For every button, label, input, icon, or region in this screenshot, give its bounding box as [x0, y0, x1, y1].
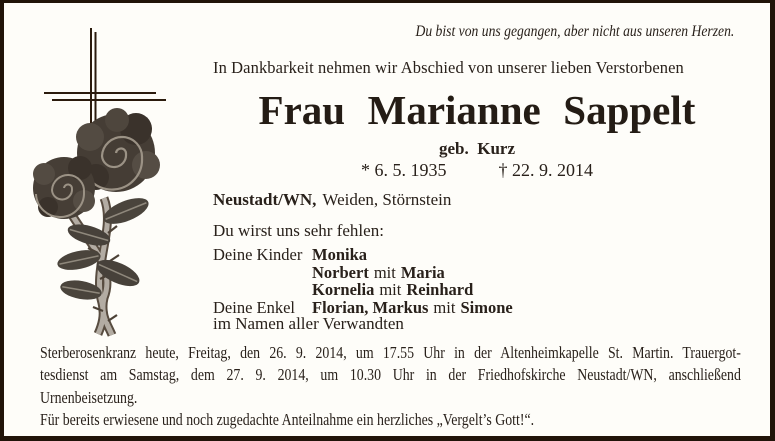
- places-line: [213, 190, 451, 210]
- family-connector: mit: [379, 280, 402, 299]
- closing-line: tesdienst am Samstag, dem 27. 9. 2014, um 10.30 Uhr in der Friedhofskirche Neustadt/WN, anschließend: [40, 365, 741, 385]
- family-name: Norbert: [312, 262, 369, 282]
- family-row-label: [213, 264, 312, 282]
- family-connector: mit: [373, 262, 396, 282]
- place-primary: Neustadt/WN,: [213, 190, 317, 209]
- family-row: [213, 246, 513, 264]
- closing-line: Für bereits erwiesene und noch zugedachte Anteilnahme ein herzliches „Vergelt’s Gott!“.: [40, 410, 535, 430]
- family-row-label: Deine Enkel: [213, 297, 296, 317]
- place-secondary: Weiden, Störnstein: [322, 190, 452, 209]
- family-name: Monika: [312, 245, 368, 264]
- deceased-name: Frau Marianne Sappelt: [258, 87, 696, 133]
- family-row-label: [213, 281, 312, 299]
- motto-line: Du bist von uns gegangen, aber nicht aus unseren Herzen.: [415, 23, 734, 40]
- maiden-name: geb. Kurz: [438, 139, 516, 158]
- family-list: [213, 246, 513, 316]
- closing-paragraph: [40, 342, 741, 432]
- family-row: [213, 281, 513, 299]
- family-name: Maria: [400, 262, 445, 282]
- family-name: Simone: [460, 297, 513, 317]
- intro-line: In Dankbarkeit nehmen wir Abschied von unserer lieben Verstorbenen: [213, 58, 684, 77]
- relatives-line: im Namen aller Verwandten: [213, 314, 404, 333]
- death-date: † 22. 9. 2014: [498, 160, 593, 180]
- life-dates: [212, 160, 742, 181]
- family-row-label: Deine Kinder: [213, 245, 303, 264]
- closing-line: Sterberosenkranz heute, Freitag, den 26. 9. 2014, um 17.55 Uhr in der Altenheimkapelle St. Martin. Trauergot-: [40, 343, 741, 362]
- family-name: Kornelia: [312, 280, 375, 299]
- farewell-line: Du wirst uns sehr fehlen:: [213, 221, 384, 240]
- rose-icon: [33, 156, 95, 219]
- family-name: Reinhard: [406, 280, 474, 299]
- family-name: Florian, Markus: [312, 297, 429, 317]
- family-connector: mit: [433, 297, 456, 317]
- closing-line: Urnenbeisetzung.: [40, 387, 138, 407]
- birth-date: * 6. 5. 1935: [361, 160, 447, 180]
- family-row: [213, 264, 513, 282]
